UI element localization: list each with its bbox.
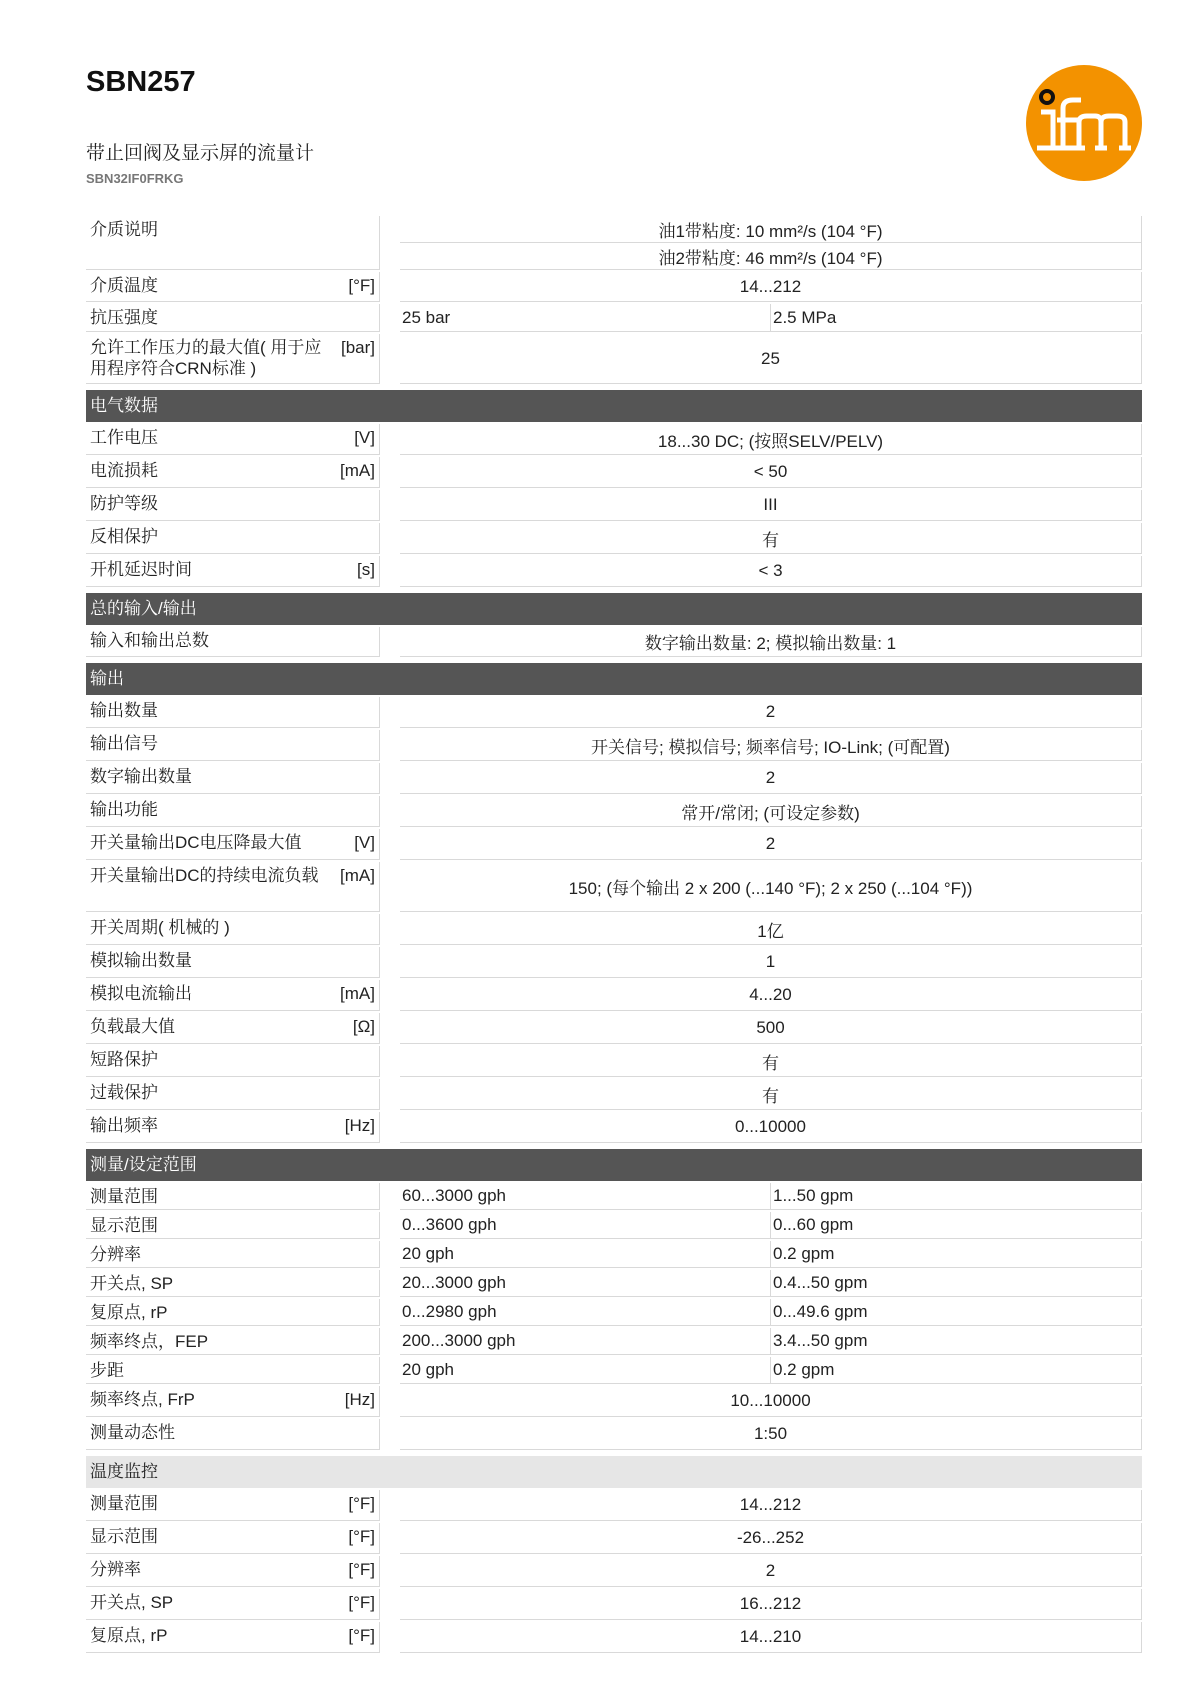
spec-unit: [mA]: [340, 866, 375, 885]
spec-label: 抗压强度: [90, 308, 158, 327]
spec-value: 0.2 gpm: [771, 1241, 1142, 1268]
spec-label: 模拟输出数量: [90, 951, 192, 970]
spec-label: 频率终点，FEP: [90, 1332, 209, 1351]
spec-value: 1: [400, 947, 1142, 978]
spec-row: [86, 556, 1142, 589]
spec-row: [86, 1046, 1142, 1079]
spec-label: 过载保护: [90, 1083, 158, 1102]
spec-value: 0...49.6 gpm: [771, 1299, 1142, 1326]
spec-value: 2: [400, 829, 1142, 860]
spec-row: [86, 1386, 1142, 1419]
spec-value: 2.5 MPa: [771, 304, 1142, 332]
spec-label: 测量范围: [90, 1187, 158, 1206]
spec-value: 16...212: [400, 1589, 1142, 1620]
spec-label-cell: [86, 1419, 380, 1450]
spec-unit: [°F]: [348, 1527, 375, 1546]
spec-value: 20...3000 gph: [400, 1270, 771, 1297]
spec-label: 输出功能: [90, 800, 158, 819]
spec-label-cell: [86, 697, 380, 728]
spec-label: 开关量输出DC电压降最大值: [90, 833, 302, 852]
spec-row: [86, 829, 1142, 862]
spec-value: 开关信号; 模拟信号; 频率信号; IO-Link; (可配置): [400, 730, 1142, 761]
spec-label: 分辨率: [90, 1245, 141, 1264]
spec-unit: [Hz]: [344, 1390, 375, 1409]
spec-value: < 50: [400, 457, 1142, 488]
spec-row: [86, 457, 1142, 490]
spec-row: [86, 304, 1142, 334]
spec-value: 25 bar: [400, 304, 771, 332]
spec-label: 测量范围: [90, 1494, 158, 1513]
section-header: 测量/设定范围: [86, 1149, 1142, 1181]
spec-row: [86, 272, 1142, 304]
product-code: SBN32IF0FRKG: [86, 171, 184, 186]
spec-label-cell: [86, 980, 380, 1011]
spec-label: 介质温度: [90, 276, 158, 295]
spec-row: [86, 1357, 1142, 1386]
spec-unit: [°F]: [348, 1494, 375, 1513]
spec-value: 18...30 DC; (按照SELV/PELV): [400, 424, 1142, 455]
spec-row: [86, 1270, 1142, 1299]
spec-label-cell: [86, 1299, 380, 1326]
spec-row: [86, 1419, 1142, 1452]
spec-label-cell: [86, 1622, 380, 1653]
spec-label-cell: [86, 627, 380, 657]
spec-label-cell: [86, 1556, 380, 1587]
spec-row: [86, 1490, 1142, 1523]
spec-row: [86, 523, 1142, 556]
spec-row: [86, 947, 1142, 980]
spec-label-cell: [86, 334, 380, 384]
spec-unit: [°F]: [348, 276, 375, 295]
spec-value: 20 gph: [400, 1241, 771, 1268]
spec-value: 常开/常闭; (可设定参数): [400, 796, 1142, 827]
page-title: SBN257: [86, 66, 196, 98]
spec-label: 模拟电流输出: [90, 984, 192, 1003]
spec-label: 频率终点, FrP: [90, 1390, 195, 1409]
spec-value: 0...60 gpm: [771, 1212, 1142, 1239]
spec-value: 有: [400, 523, 1142, 554]
spec-label-cell: [86, 1589, 380, 1620]
spec-label-cell: [86, 457, 380, 488]
spec-label-cell: [86, 304, 380, 332]
spec-value: 4...20: [400, 980, 1142, 1011]
spec-value: 2: [400, 1556, 1142, 1587]
spec-row: [86, 1328, 1142, 1357]
spec-row: [86, 980, 1142, 1013]
spec-value: 0.4...50 gpm: [771, 1270, 1142, 1297]
spec-row: [86, 424, 1142, 457]
spec-label-cell: [86, 862, 380, 912]
spec-label-cell: [86, 1270, 380, 1297]
spec-row: [86, 1112, 1142, 1145]
section-header: 总的输入/输出: [86, 593, 1142, 625]
spec-label-cell: [86, 1241, 380, 1268]
spec-row: [86, 216, 1142, 272]
spec-unit: [Ω]: [352, 1017, 375, 1036]
spec-value: 1...50 gpm: [771, 1183, 1142, 1210]
spec-value: 0.2 gpm: [771, 1357, 1142, 1384]
spec-label-cell: [86, 763, 380, 794]
spec-label-cell: [86, 1183, 380, 1210]
spec-value: 0...3600 gph: [400, 1212, 771, 1239]
spec-row: [86, 334, 1142, 386]
spec-label: 负载最大值: [90, 1017, 175, 1036]
spec-value: 25: [400, 334, 1142, 384]
spec-label-cell: [86, 1079, 380, 1110]
spec-label: 复原点, rP: [90, 1626, 168, 1645]
spec-label-cell: [86, 1357, 380, 1384]
spec-label-cell: [86, 490, 380, 521]
spec-unit: [s]: [357, 560, 375, 579]
spec-label: 显示范围: [90, 1527, 158, 1546]
spec-value: 0...10000: [400, 1112, 1142, 1143]
spec-unit: [°F]: [348, 1593, 375, 1612]
svg-text:ifm: ifm: [1084, 176, 1086, 177]
spec-value: 2: [400, 697, 1142, 728]
spec-value: 1亿: [400, 914, 1142, 945]
spec-label: 分辨率: [90, 1560, 141, 1579]
spec-label: 步距: [90, 1361, 124, 1380]
spec-row: [86, 1079, 1142, 1112]
spec-value: -26...252: [400, 1523, 1142, 1554]
spec-unit: [V]: [354, 428, 375, 447]
spec-value: III: [400, 490, 1142, 521]
spec-row: [86, 1622, 1142, 1655]
spec-label: 介质说明: [90, 220, 158, 239]
spec-row: [86, 1241, 1142, 1270]
spec-label: 反相保护: [90, 527, 158, 546]
spec-label-cell: [86, 730, 380, 761]
spec-value: 有: [400, 1046, 1142, 1077]
spec-unit: [mA]: [340, 461, 375, 480]
spec-row: [86, 914, 1142, 947]
spec-unit: [°F]: [348, 1626, 375, 1645]
spec-label-cell: [86, 1328, 380, 1355]
spec-value: 14...212: [400, 1490, 1142, 1521]
spec-label: 开关周期( 机械的 ): [90, 918, 230, 937]
spec-value: 数字输出数量: 2; 模拟输出数量: 1: [400, 627, 1142, 657]
spec-label: 允许工作压力的最大值( 用于应用程序符合CRN标准 ): [90, 338, 322, 378]
spec-row: [86, 862, 1142, 914]
spec-value: 20 gph: [400, 1357, 771, 1384]
spec-label: 数字输出数量: [90, 767, 192, 786]
spec-row: [86, 490, 1142, 523]
spec-label-cell: [86, 272, 380, 302]
spec-unit: [mA]: [340, 984, 375, 1003]
spec-row: [86, 1556, 1142, 1589]
spec-value: 1:50: [400, 1419, 1142, 1450]
spec-row: [86, 1212, 1142, 1241]
spec-label: 防护等级: [90, 494, 158, 513]
spec-row: [86, 796, 1142, 829]
spec-row: [86, 1013, 1142, 1046]
section-header: 温度监控: [86, 1456, 1142, 1488]
spec-value: 油2带粘度: 46 mm²/s (104 °F): [400, 243, 1142, 270]
spec-label-cell: [86, 216, 380, 270]
spec-label-cell: [86, 523, 380, 554]
spec-label: 短路保护: [90, 1050, 158, 1069]
spec-label: 电流损耗: [90, 461, 158, 480]
spec-label: 输入和输出总数: [90, 631, 209, 650]
spec-label: 显示范围: [90, 1216, 158, 1235]
spec-label-cell: [86, 1112, 380, 1143]
spec-label: 开机延迟时间: [90, 560, 192, 579]
spec-value: 500: [400, 1013, 1142, 1044]
spec-label-cell: [86, 1212, 380, 1239]
spec-label-cell: [86, 424, 380, 455]
spec-label-cell: [86, 1386, 380, 1417]
spec-row: [86, 763, 1142, 796]
spec-unit: [bar]: [340, 338, 375, 357]
spec-unit: [°F]: [348, 1560, 375, 1579]
spec-label: 输出数量: [90, 701, 158, 720]
spec-row: [86, 730, 1142, 763]
spec-unit: [Hz]: [344, 1116, 375, 1135]
spec-row: [86, 697, 1142, 730]
spec-value: 150; (每个输出 2 x 200 (...140 °F); 2 x 250 (...104 °F)): [400, 862, 1142, 912]
spec-label-cell: [86, 1046, 380, 1077]
spec-value: 有: [400, 1079, 1142, 1110]
ifm-logo: [1025, 64, 1143, 182]
spec-label: 输出信号: [90, 734, 158, 753]
spec-label-cell: [86, 947, 380, 978]
spec-value: < 3: [400, 556, 1142, 587]
spec-value: 60...3000 gph: [400, 1183, 771, 1210]
spec-label: 开关量输出DC的持续电流负载: [90, 866, 319, 885]
spec-label: 工作电压: [90, 428, 158, 447]
spec-label-cell: [86, 1490, 380, 1521]
spec-row: [86, 1523, 1142, 1556]
spec-unit: [V]: [354, 833, 375, 852]
spec-label-cell: [86, 829, 380, 860]
spec-value: 2: [400, 763, 1142, 794]
spec-value: 200...3000 gph: [400, 1328, 771, 1355]
spec-value: 油1带粘度: 10 mm²/s (104 °F): [400, 216, 1142, 243]
spec-label-cell: [86, 1523, 380, 1554]
spec-label: 复原点, rP: [90, 1303, 168, 1322]
spec-value: 10...10000: [400, 1386, 1142, 1417]
spec-label: 开关点, SP: [90, 1593, 174, 1612]
spec-value: 3.4...50 gpm: [771, 1328, 1142, 1355]
spec-row: [86, 1183, 1142, 1212]
section-header: 输出: [86, 663, 1142, 695]
spec-label-cell: [86, 556, 380, 587]
spec-label: 测量动态性: [90, 1423, 175, 1442]
spec-value: 0...2980 gph: [400, 1299, 771, 1326]
section-header: 电气数据: [86, 390, 1142, 422]
spec-value: 14...212: [400, 272, 1142, 302]
spec-label: 开关点, SP: [90, 1274, 174, 1293]
spec-table: [86, 216, 1142, 1655]
spec-row: [86, 627, 1142, 659]
spec-row: [86, 1299, 1142, 1328]
spec-label-cell: [86, 796, 380, 827]
spec-label-cell: [86, 1013, 380, 1044]
spec-row: [86, 1589, 1142, 1622]
product-description: 带止回阀及显示屏的流量计: [86, 143, 315, 164]
spec-label: 输出频率: [90, 1116, 158, 1135]
spec-label-cell: [86, 914, 380, 945]
spec-value: 14...210: [400, 1622, 1142, 1653]
